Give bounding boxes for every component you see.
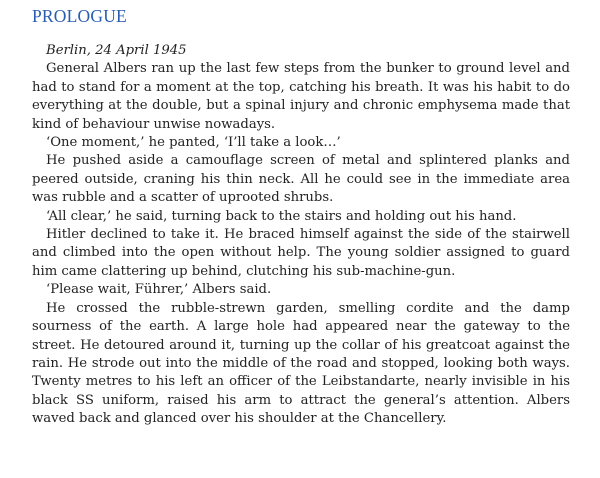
paragraph-7: He crossed the rubble-strewn garden, smelling cordite and the damp sourness of the earth. A large hole had appeared near the gateway to the street. He detoured around it, turning up the collar of his greatcoat against the rain. He strode out into the middle of the road and stopped, looking both ways. Twenty metres to his left an officer of the Leibstandarte, nearly invisible in his black SS uniform, raised his arm to attract the general’s attention. Albers waved back and glanced over his shoulder at the Chancellery. [32,300,570,427]
chapter-title: PROLOGUE [32,6,127,26]
paragraph-2: ‘One moment,’ he panted, ‘I’ll take a look…’ [46,135,341,151]
dateline: Berlin, 24 April 1945 [46,43,187,58]
paragraph-3: He pushed aside a camouflage screen of metal and splintered planks and peered outside, craning his thin neck. All he could see in the immediate area was rubble and a scatter of uprooted shrubs. [32,153,570,206]
paragraph-5: Hitler declined to take it. He braced himself against the side of the stairwell and climbed into the open without help. The young soldier assigned to guard him came clattering up behind, clutching his sub-machine-gun. [32,227,570,279]
paragraph-4: ‘All clear,’ he said, turning back to the stairs and holding out his hand. [46,208,517,224]
paragraph-6: ‘Please wait, Führer,’ Albers said. [46,282,272,298]
paragraph-1: General Albers ran up the last few steps from the bunker to ground level and had to stand for a moment at the top, catching his breath. It was his habit to do everything at the double, but a spinal injury and chronic emphysema made that kind of behaviour unwise nowadays. [32,61,570,132]
